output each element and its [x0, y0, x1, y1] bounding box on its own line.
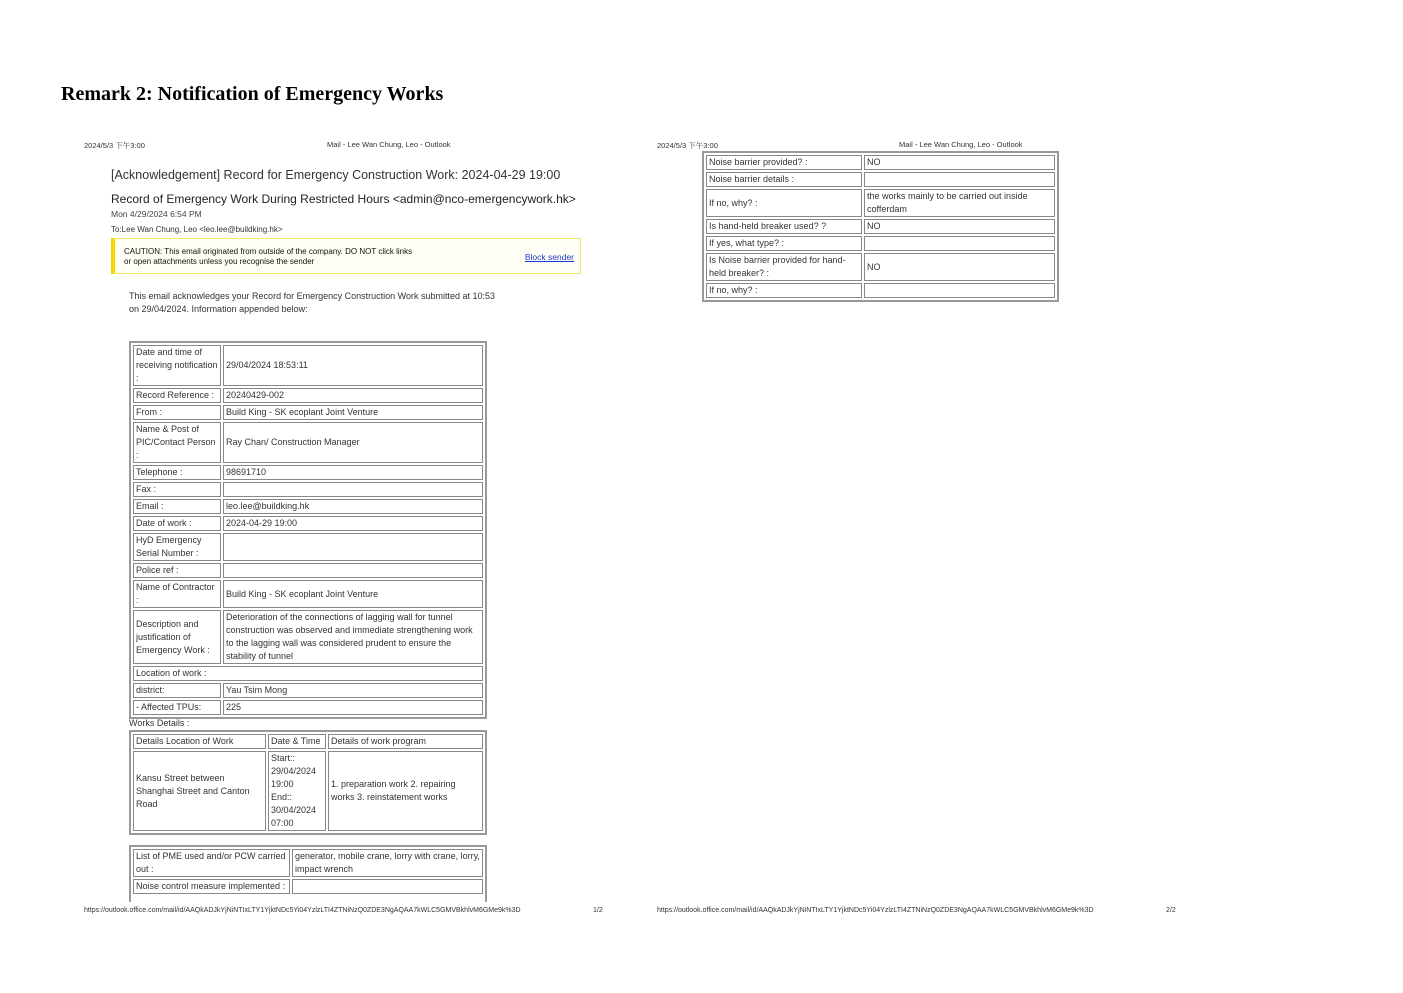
table-row: [133, 666, 483, 681]
table-row: [706, 283, 1055, 298]
email-date: Mon 4/29/2024 6:54 PM: [111, 209, 202, 219]
pme-table: [129, 845, 487, 902]
row-label: Police ref :: [133, 563, 221, 578]
table-row: [706, 236, 1055, 251]
table-row: [706, 189, 1055, 217]
row-value: [864, 172, 1055, 187]
table-row: [706, 253, 1055, 281]
pme-label: List of PME used and/or PCW carried out :: [133, 849, 290, 877]
row-label: Location of work :: [133, 666, 483, 681]
table-row: [133, 580, 483, 608]
caution-text: [124, 247, 412, 267]
table-row: [133, 533, 483, 561]
page-number: 2/2: [1166, 907, 1176, 914]
email-sender: Record of Emergency Work During Restricted Hours <admin@nco-emergencywork.hk>: [111, 192, 576, 206]
intro-text: This email acknowledges your Record for Emergency Construction Work submitted at 10:53 on 29/04/2024. Information appended below:: [129, 291, 495, 314]
pme-row: [133, 849, 483, 877]
record-table: [129, 341, 487, 719]
row-value: 2024-04-29 19:00: [223, 516, 483, 531]
remark-title: Remark 2: Notification of Emergency Works: [61, 83, 444, 105]
row-value: NO: [864, 155, 1055, 170]
table-row: [133, 405, 483, 420]
row-label: Is Noise barrier provided for hand-held breaker? :: [706, 253, 862, 281]
row-label: Email :: [133, 499, 221, 514]
table-row: [133, 610, 483, 664]
row-value: NO: [864, 219, 1055, 234]
caution-line-1: CAUTION: This email originated from outside of the company. DO NOT click links: [124, 247, 413, 256]
start-date: 29/04/2024: [271, 766, 317, 776]
row-label: Noise barrier provided? :: [706, 155, 862, 170]
row-label: Telephone :: [133, 465, 221, 480]
end-date: 30/04/2024: [271, 805, 317, 815]
caution-line-2: or open attachments unless you recognise the sender: [124, 257, 315, 266]
row-label: If no, why? :: [706, 189, 862, 217]
row-label: If yes, what type? :: [706, 236, 862, 251]
table-row: [133, 700, 483, 715]
row-value: Build King - SK ecoplant Joint Venture: [223, 580, 483, 608]
page-url: https://outlook.office.com/mail/id/AAQkADJkYjNiNTIxLTY1YjktNDc5Yi04YzlzLTI4ZTNiNzQ0ZDE3NgAQAA7kWLC5GMVBkhlvM6GMe9k%3D: [657, 907, 1094, 914]
row-label: district:: [133, 683, 221, 698]
table-row: [133, 499, 483, 514]
spacer: [292, 896, 483, 902]
row-label: Noise barrier details :: [706, 172, 862, 187]
row-value: leo.lee@buildking.hk: [223, 499, 483, 514]
pme-label: Noise control measure implemented :: [133, 879, 290, 894]
caution-banner: [111, 238, 581, 274]
works-header: Details of work program: [328, 734, 483, 749]
row-value: 29/04/2024 18:53:11: [223, 345, 483, 386]
row-value: Yau Tsim Mong: [223, 683, 483, 698]
start-label: Start::: [271, 753, 296, 763]
works-details-label: Works Details :: [129, 718, 190, 728]
row-value: [864, 283, 1055, 298]
row-value: [223, 563, 483, 578]
end-label: End::: [271, 792, 293, 802]
works-row: [133, 751, 483, 831]
email-recipient: To:Lee Wan Chung, Leo <leo.lee@buildking.hk>: [111, 225, 283, 234]
block-sender-link[interactable]: Block sender: [524, 252, 574, 262]
table-row: [133, 388, 483, 403]
row-value: the works mainly to be carried out inside cofferdam: [864, 189, 1055, 217]
works-header: Details Location of Work: [133, 734, 266, 749]
row-label: Fax :: [133, 482, 221, 497]
table-row: [133, 465, 483, 480]
start-time: 19:00: [271, 779, 294, 789]
works-table: [129, 730, 487, 835]
row-value: Build King - SK ecoplant Joint Venture: [223, 405, 483, 420]
row-value: [223, 533, 483, 561]
window-title: Mail - Lee Wan Chung, Leo - Outlook: [327, 140, 451, 149]
row-label: From :: [133, 405, 221, 420]
works-program: 1. preparation work 2. repairing works 3. reinstatement works: [328, 751, 483, 831]
email-subject: [Acknowledgement] Record for Emergency Construction Work: 2024-04-29 19:00: [111, 168, 561, 182]
row-label: Date and time of receiving notification :: [133, 345, 221, 386]
page-url: https://outlook.office.com/mail/id/AAQkADJkYjNiNTIxLTY1YjktNDc5Yi04YzlzLTI4ZTNiNzQ0ZDE3NgAQAA7kWLC5GMVBkhlvM6GMe9k%3D: [84, 907, 521, 914]
row-value: [223, 482, 483, 497]
table-row: [133, 516, 483, 531]
end-time: 07:00: [271, 818, 294, 828]
row-label: Description and justification of Emergency Work :: [133, 610, 221, 664]
table-row: [133, 422, 483, 463]
row-label: Name & Post of PIC/Contact Person :: [133, 422, 221, 463]
works-location: Kansu Street between Shanghai Street and Canton Road: [133, 751, 266, 831]
pme-value: generator, mobile crane, lorry with crane, lorry, impact wrench: [292, 849, 483, 877]
print-time: 2024/5/3 下午3:00: [84, 141, 145, 150]
row-label: Date of work :: [133, 516, 221, 531]
pme-table-clip: [129, 845, 487, 902]
table-row: [706, 155, 1055, 170]
table-row: [133, 345, 483, 386]
window-title: Mail - Lee Wan Chung, Leo - Outlook: [899, 140, 1023, 149]
row-value: [864, 236, 1055, 251]
row-value: 20240429-002: [223, 388, 483, 403]
page-number: 1/2: [593, 907, 603, 914]
row-value: Deterioration of the connections of lagging wall for tunnel construction was observed and immediate strengthening work to the lagging wall was considered prudent to ensure the stability of tunnel: [223, 610, 483, 664]
print-time: 2024/5/3 下午3:00: [657, 141, 718, 150]
works-header: Date & Time: [268, 734, 326, 749]
row-label: Name of Contractor :: [133, 580, 221, 608]
row-label: If no, why? :: [706, 283, 862, 298]
table-row: [133, 683, 483, 698]
row-label: - Affected TPUs:: [133, 700, 221, 715]
row-value: NO: [864, 253, 1055, 281]
table-row: [133, 482, 483, 497]
pme-row: [133, 879, 483, 894]
row-label: Record Reference :: [133, 388, 221, 403]
works-datetime: [268, 751, 326, 831]
pme-value: [292, 879, 483, 894]
noise-table: [702, 151, 1059, 302]
row-label: Is hand-held breaker used? ?: [706, 219, 862, 234]
table-row: [706, 172, 1055, 187]
row-value: 98691710: [223, 465, 483, 480]
table-row: [133, 563, 483, 578]
row-label: HyD Emergency Serial Number :: [133, 533, 221, 561]
table-row: [706, 219, 1055, 234]
works-header-row: [133, 734, 483, 749]
row-value: 225: [223, 700, 483, 715]
spacer: [133, 896, 290, 902]
row-value: Ray Chan/ Construction Manager: [223, 422, 483, 463]
